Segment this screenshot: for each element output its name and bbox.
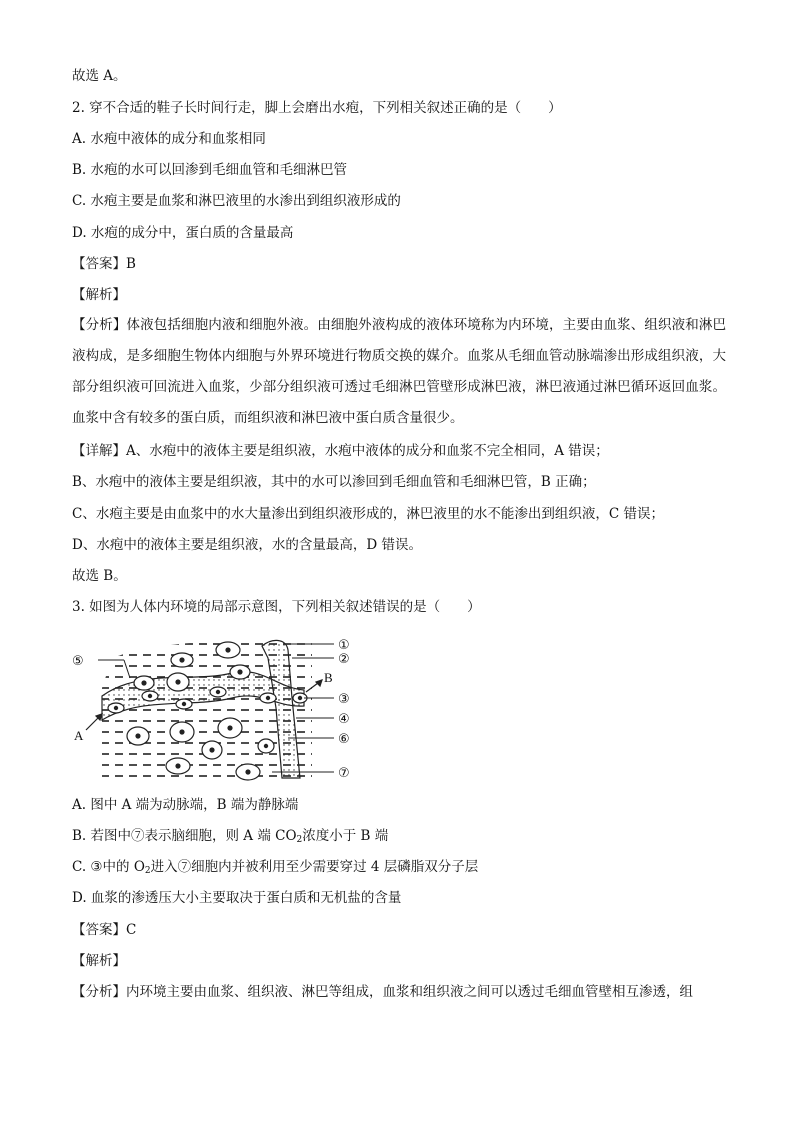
label-1: ①	[338, 638, 350, 653]
label-b: B	[324, 670, 333, 685]
q2-option-a: A. 水疱中液体的成分和血浆相同	[72, 131, 266, 147]
detail-a-text: A、水疱中的液体主要是组织液，水疱中液体的成分和血浆不完全相同，A 错误；	[126, 443, 609, 459]
label-4: ④	[338, 712, 350, 727]
answer-value: C	[126, 922, 137, 938]
q2-detail-c: C、水疱主要是由血浆中的水大量渗出到组织液形成的，淋巴液里的水不能渗出到组织液，C 错误；	[72, 506, 664, 522]
label-2: ②	[338, 652, 350, 667]
label-7: ⑦	[338, 766, 350, 781]
opt-c-text: C. ③中的 O	[72, 859, 145, 875]
internal-environment-diagram	[72, 628, 362, 784]
label-3: ③	[338, 692, 350, 707]
answer-value: B	[126, 256, 136, 272]
q3-option-c	[72, 857, 478, 881]
opt-c-text-end: 进入⑦细胞内并被利用至少需要穿过 4 层磷脂双分子层	[150, 859, 479, 875]
q3-analysis-paragraph	[72, 982, 693, 1002]
q2-option-d: D. 水疱的成分中，蛋白质的含量最高	[72, 225, 294, 241]
q3-option-a: A. 图中 A 端为动脉端，B 端为静脉端	[72, 797, 299, 813]
q3-answer	[72, 920, 136, 940]
label-6: ⑥	[338, 732, 350, 747]
q2-answer	[72, 254, 136, 274]
answer-tag: 【答案】	[72, 922, 126, 938]
q3-analysis-tag: 【解析】	[72, 953, 126, 969]
opt-b-subscript: 2	[296, 835, 303, 845]
fenxi-tag: 【分析】	[72, 317, 127, 333]
q2-analysis-paragraph	[72, 310, 726, 434]
fenxi-text: 体液包括细胞内液和细胞外液。由细胞外液构成的液体环境称为内环境，主要由血浆、组织液和淋巴液构成，是多细胞生物体内细胞与外界环境进行物质交换的媒介。血浆从毛细血管动脉端渗出形成组织液，大部分组织液可回流进入血浆，少部分组织液可透过毛细淋巴管壁形成淋巴液，淋巴液通过淋巴循环返回血浆。血浆中含有较多的蛋白质，而组织液和淋巴液中蛋白质含量很少。	[72, 317, 727, 426]
q2-detail-a	[72, 441, 609, 461]
q3-stem: 3. 如图为人体内环境的局部示意图，下列相关叙述错误的是（ ）	[72, 599, 481, 615]
q2-option-c: C. 水疱主要是血浆和淋巴液里的水渗出到组织液形成的	[72, 193, 401, 209]
q2-detail-b: B、水疱中的液体主要是组织液，其中的水可以渗回到毛细血管和毛细淋巴管，B 正确；	[72, 474, 596, 490]
fenxi-tag: 【分析】	[72, 984, 126, 1000]
xiangjie-tag: 【详解】	[72, 443, 126, 459]
fenxi-text: 内环境主要由血浆、组织液、淋巴等组成，血浆和组织液之间可以透过毛细血管壁相互渗透，组	[126, 984, 693, 1000]
q3-option-b	[72, 826, 388, 850]
answer-tag: 【答案】	[72, 256, 126, 272]
q2-analysis-tag: 【解析】	[72, 287, 126, 303]
q1-conclusion: 故选 A。	[72, 68, 127, 84]
q2-stem: 2. 穿不合适的鞋子长时间行走，脚上会磨出水疱，下列相关叙述正确的是（ ）	[72, 100, 562, 116]
opt-b-text: B. 若图中⑦表示脑细胞，则 A 端 CO	[72, 828, 297, 844]
q2-option-b: B. 水疱的水可以回渗到毛细血管和毛细淋巴管	[72, 162, 348, 178]
label-a: A	[74, 728, 84, 743]
q2-conclusion: 故选 B。	[72, 568, 127, 584]
q2-detail-d: D、水疱中的液体主要是组织液，水的含量最高，D 错误。	[72, 537, 422, 553]
opt-c-subscript: 2	[144, 866, 151, 876]
opt-b-text-end: 浓度小于 B 端	[302, 828, 389, 844]
label-5: ⑤	[72, 654, 84, 669]
q3-option-d: D. 血浆的渗透压大小主要取决于蛋白质和无机盐的含量	[72, 890, 402, 906]
